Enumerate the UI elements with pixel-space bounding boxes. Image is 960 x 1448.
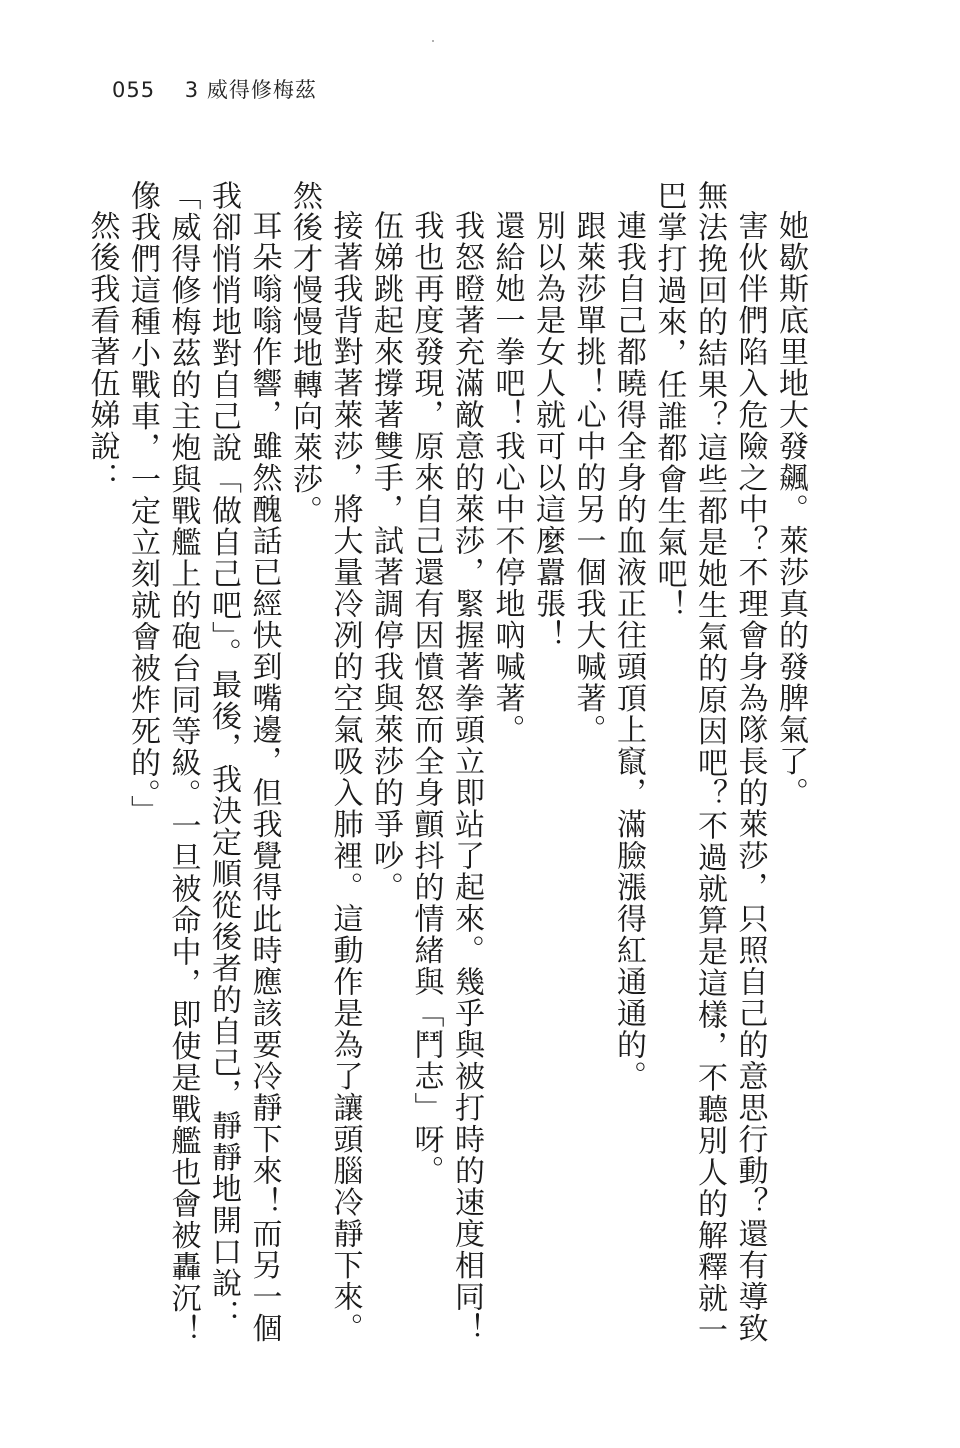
paragraph: 還給她一拳吧！我心中不停地吶喊著。 [489, 210, 525, 746]
paragraph: 害伙伴們陷入危險之中？不理會身為隊長的萊莎，只照自己的意思行動？還有導致無法挽回的結果？這些都是她生氣的原因吧？不過就算是這樣，不聽別人的解釋就一巴掌打過來，任誰都會生氣吧！ [651, 180, 768, 1346]
paragraph: 跟萊莎單挑！心中的另一個我大喊著。 [570, 210, 606, 746]
paragraph: 然後我看著伍娣說： [84, 210, 120, 494]
paragraph-quote: 「威得修梅茲的主炮與戰艦上的砲台同等級。一旦被命中，即使是戰艦也會被轟沉！像我們這種小戰車，一定立刻就會被炸死的。」 [125, 180, 201, 1346]
paragraph: 我也再度發現，原來自己還有因憤怒而全身顫抖的情緒與「鬥志」呀。 [408, 210, 444, 1187]
page-number: 055 [112, 78, 156, 102]
paragraph: 連我自己都曉得全身的血液正往頭頂上竄，滿臉漲得紅通通的。 [611, 210, 646, 1092]
paragraph: 別以為是女人就可以這麼囂張！ [530, 210, 565, 651]
chapter-title: 3 威得修梅茲 [184, 78, 317, 102]
paragraph: 伍娣跳起來撐著雙手，試著調停我與萊莎的爭吵。 [368, 210, 403, 903]
body-text [84, 180, 810, 1360]
paragraph: 接著我背對著萊莎，將大量冷冽的空氣吸入肺裡。這動作是為了讓頭腦冷靜下來。然後才慢慢地轉向萊莎。 [287, 180, 363, 1344]
paragraph: 耳朵嗡嗡作響，雖然醜話已經快到嘴邊，但我覺得此時應該要冷靜下來！而另一個我卻悄悄地對自己說「做自己吧」。最後，我決定順從後者的自己，靜靜地開口說： [206, 180, 282, 1344]
page-header [112, 74, 317, 104]
paragraph: 我怒瞪著充滿敵意的萊莎，緊握著拳頭立即站了起來。幾乎與被打時的速度相同！ [449, 210, 484, 1344]
scan-speck [432, 40, 434, 42]
paragraph: 她歇斯底里地大發飆。萊莎真的發脾氣了。 [773, 210, 808, 809]
